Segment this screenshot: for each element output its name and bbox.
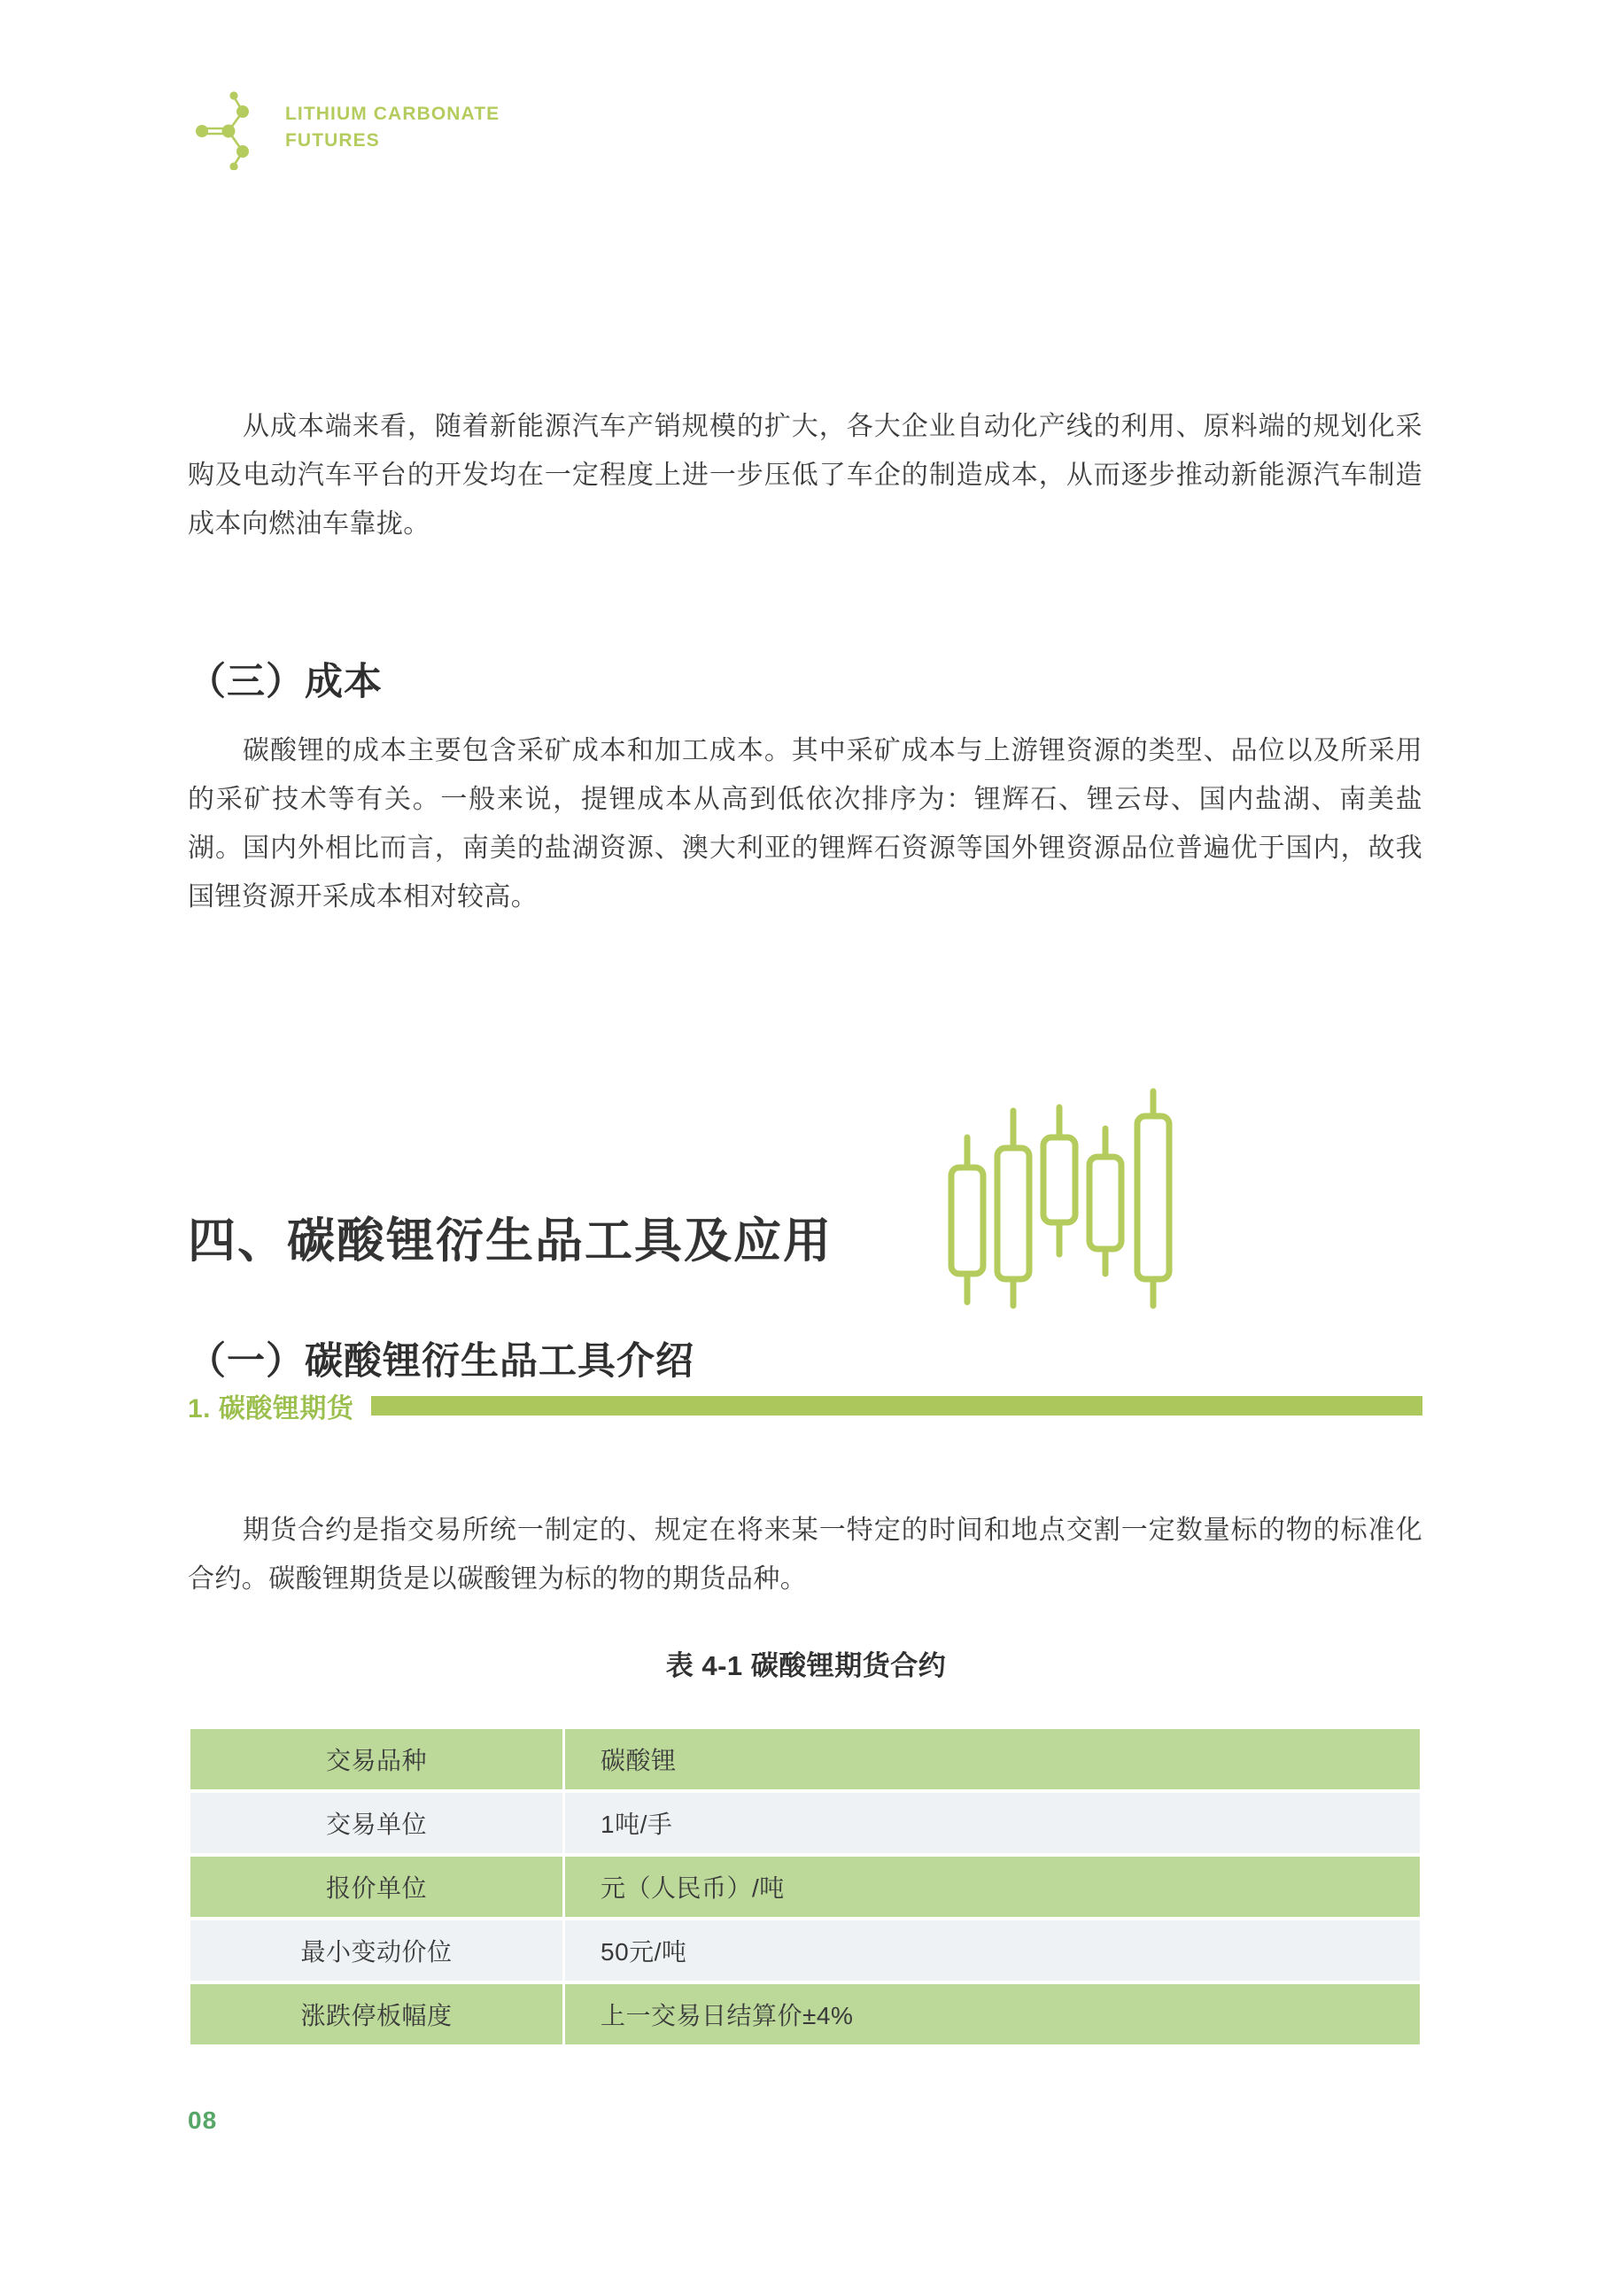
table-cell-value: 1吨/手 [565, 1793, 1420, 1853]
table-row [190, 1920, 1420, 1981]
subheading-futures-label: 1. 碳酸锂期货 [188, 1394, 354, 1423]
futures-contract-table [188, 1726, 1422, 2048]
paragraph-futures-contract: 期货合约是指交易所统一制定的、规定在将来某一特定的时间和地点交割一定数量标的物的标准化合约。碳酸锂期货是以碳酸锂为标的物的期货品种。 [188, 1516, 1422, 1594]
table-row [190, 1729, 1420, 1789]
candlestick-decoration-icon [921, 1077, 1222, 1343]
table-row [190, 1984, 1420, 2044]
page-number: 08 [188, 2106, 218, 2134]
brand-logo [188, 85, 500, 170]
table-cell-value: 上一交易日结算价±4% [565, 1984, 1420, 2044]
table-cell-value: 碳酸锂 [565, 1729, 1420, 1789]
table-cell-key: 交易品种 [190, 1729, 562, 1789]
table-cell-key: 报价单位 [190, 1857, 562, 1917]
brand-line-2: FUTURES [285, 130, 380, 151]
heading-section-cost: （三）成本 [188, 660, 383, 703]
paragraph-cost-detail: 碳酸锂的成本主要包含采矿成本和加工成本。其中采矿成本与上游锂资源的类型、品位以及所采用的采矿技术等有关。一般来说，提锂成本从高到低依次排序为：锂辉石、锂云母、国内盐湖、南美盐湖。国内外相比而言，南美的盐湖资源、澳大利亚的锂辉石资源等国外锂资源品位普遍优于国内，故我国锂资源开采成本相对较高。 [188, 736, 1422, 911]
heading-chapter-four: 四、碳酸锂衍生品工具及应用 [188, 1214, 833, 1268]
table-cell-key: 涨跌停板幅度 [190, 1984, 562, 2044]
table-cell-key: 最小变动价位 [190, 1920, 562, 1981]
subheading-accent-bar [371, 1396, 1422, 1416]
paragraph-cost-side: 从成本端来看，随着新能源汽车产销规模的扩大，各大企业自动化产线的利用、原料端的规划化采购及电动汽车平台的开发均在一定程度上进一步压低了车企的制造成本，从而逐步推动新能源汽车制造成本向燃油车靠拢。 [188, 412, 1422, 539]
table-cell-value: 元（人民币）/吨 [565, 1857, 1420, 1917]
table-row [190, 1857, 1420, 1917]
table-caption: 表 4-1 碳酸锂期货合约 [665, 1650, 947, 1681]
brand-line-1: LITHIUM CARBONATE [285, 104, 500, 125]
brand-wordmark [285, 101, 500, 154]
molecule-icon [188, 85, 269, 170]
table-body [190, 1729, 1420, 2044]
heading-section-intro: （一）碳酸锂衍生品工具介绍 [188, 1339, 694, 1383]
table-cell-value: 50元/吨 [565, 1920, 1420, 1981]
table-cell-key: 交易单位 [190, 1793, 562, 1853]
table-row [190, 1793, 1420, 1853]
subheading-futures-row [188, 1386, 1422, 1425]
